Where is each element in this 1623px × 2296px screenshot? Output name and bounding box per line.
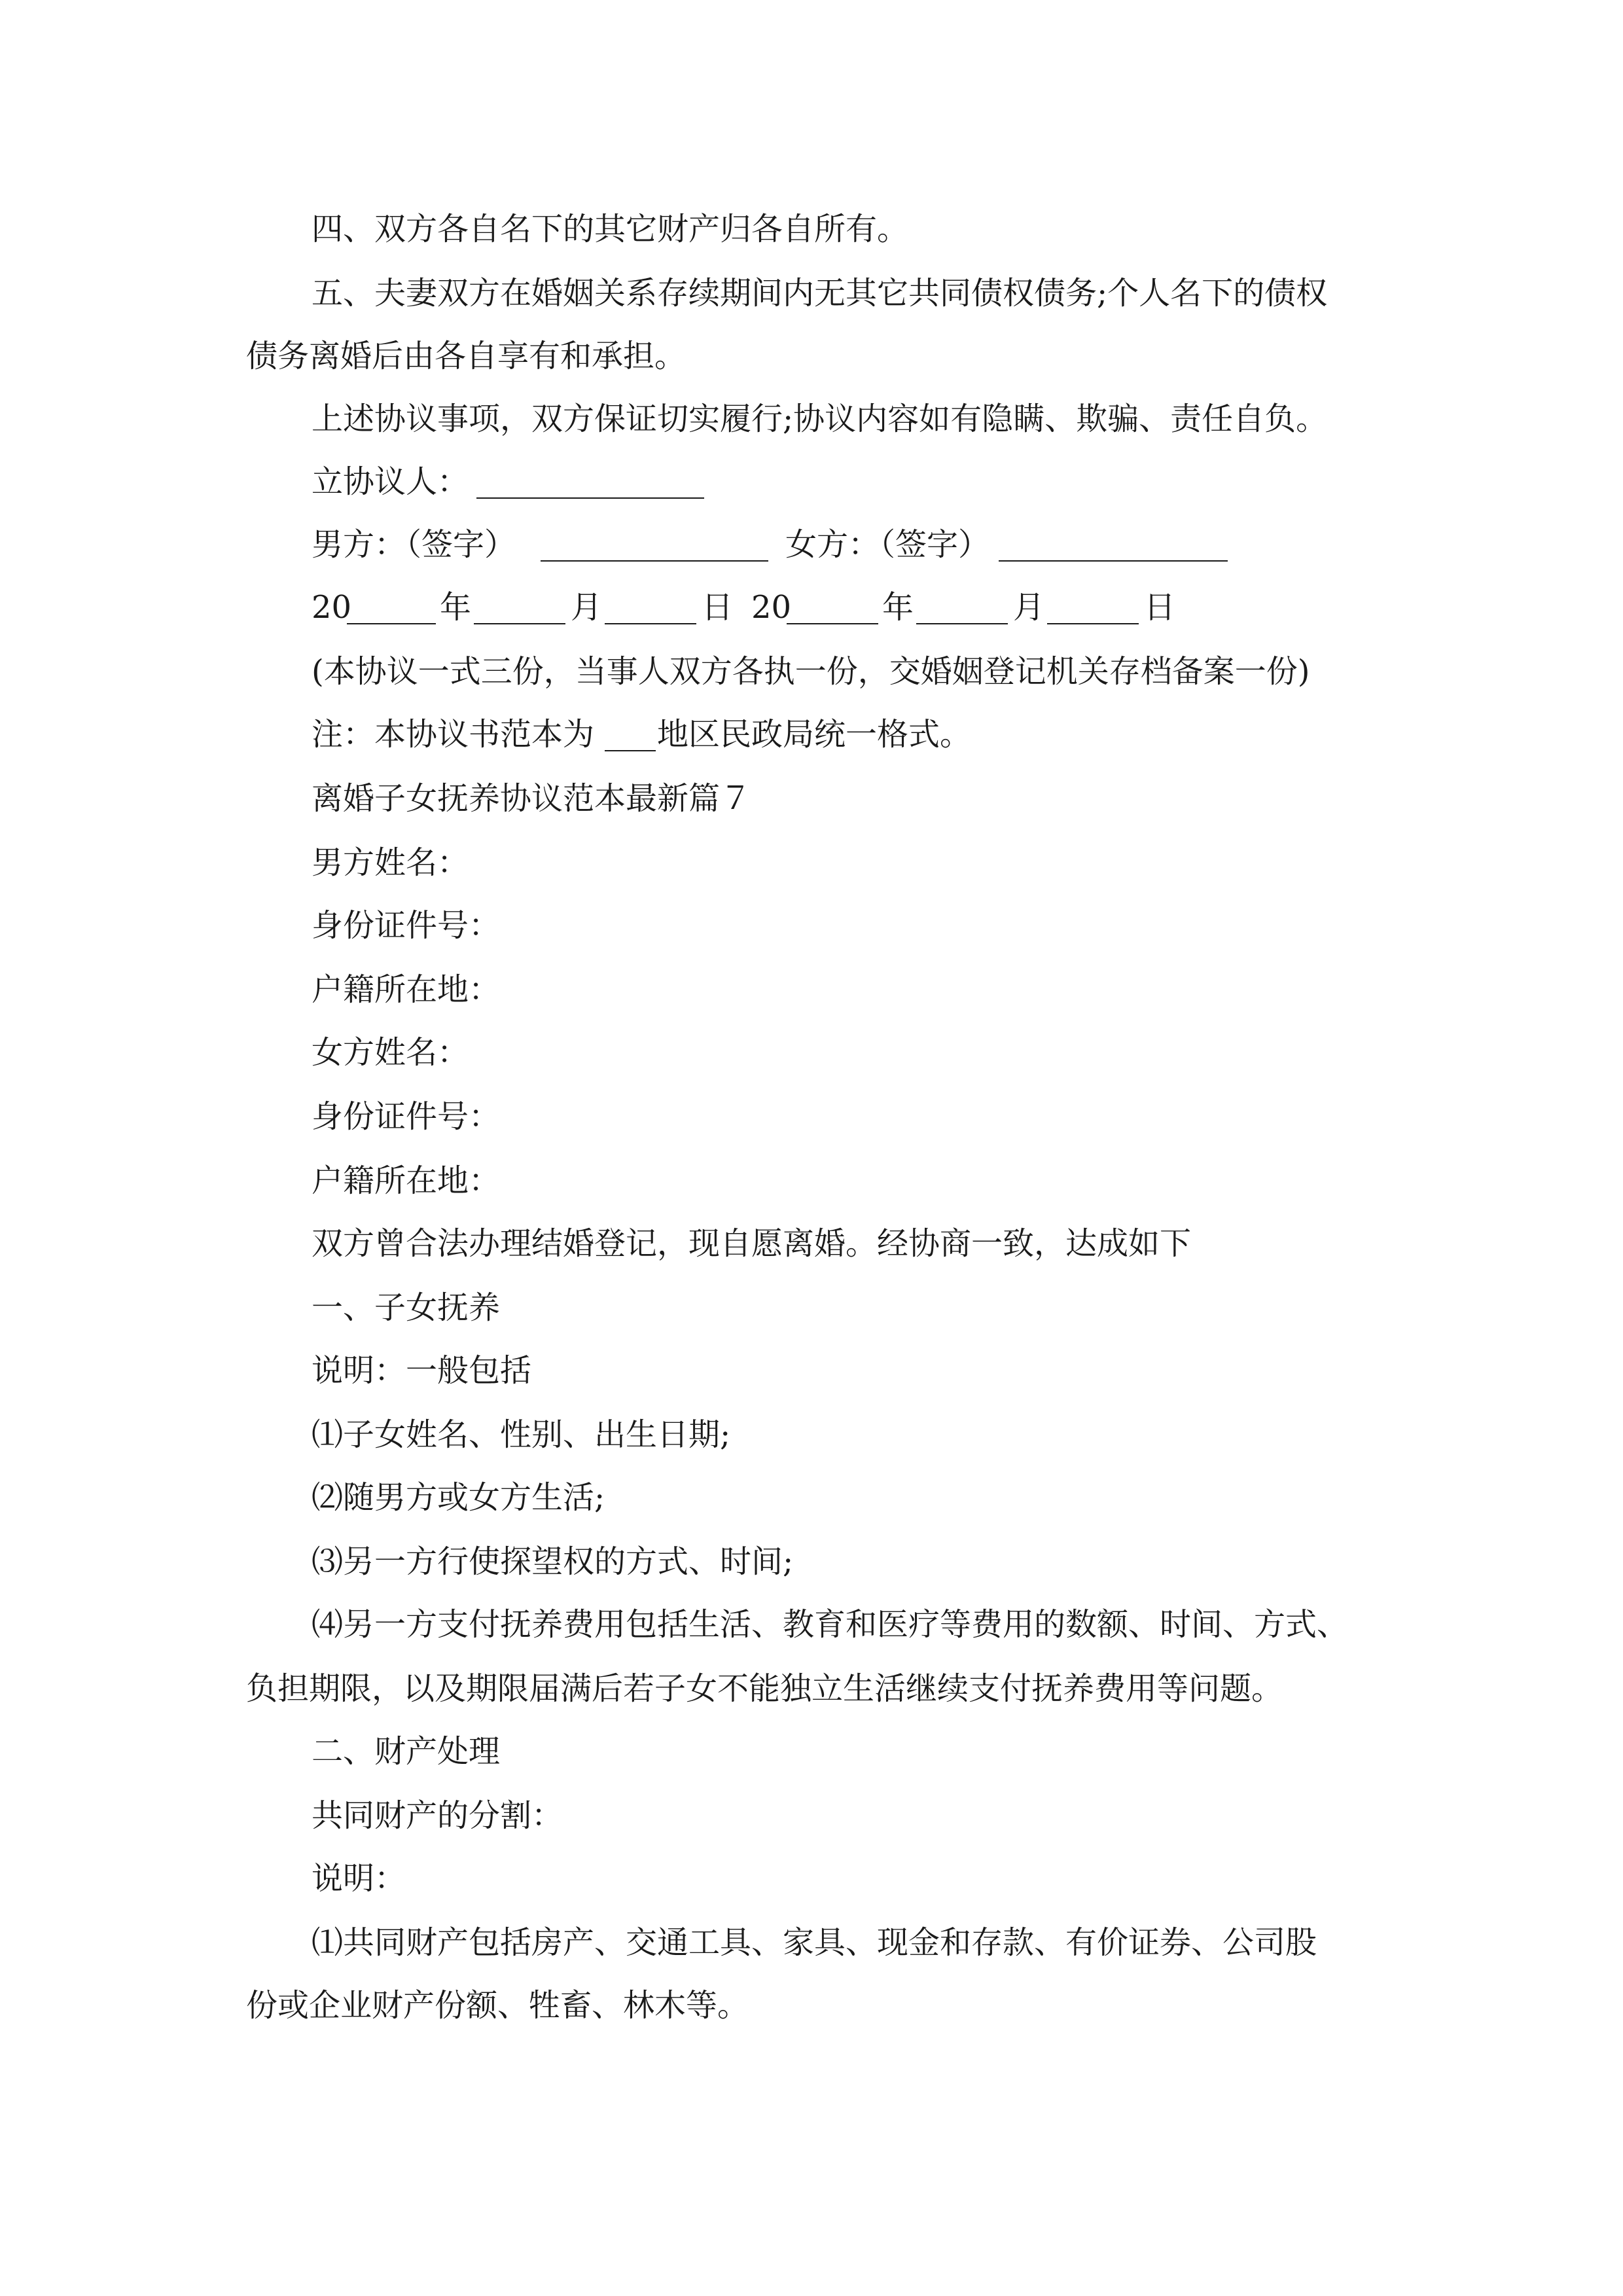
child-item-1: ⑴子女姓名、性别、出生日期;	[312, 1416, 731, 1453]
copies-note: (本协议一式三份，当事人双方各执一份，交婚姻登记机关存档备案一份)	[312, 653, 1310, 690]
signatory-blank	[476, 497, 704, 499]
child-item-4-line-2: 负担期限，以及期限届满后若子女不能独立生活继续支付抚养费用等问题。	[246, 1670, 1283, 1707]
note-suffix: 地区民政局统一格式。	[657, 716, 972, 753]
year-blank-male	[347, 623, 436, 624]
male-sign-blank	[541, 560, 768, 562]
child-item-3: ⑶另一方行使探望权的方式、时间;	[312, 1543, 794, 1580]
date-prefix-male: 20	[312, 589, 352, 626]
child-item-4-line-1: ⑷另一方支付抚养费用包括生活、教育和医疗等费用的数额、时间、方式、	[312, 1606, 1349, 1643]
month-label-female: 月	[1013, 589, 1045, 626]
day-label-female: 日	[1144, 589, 1176, 626]
month-blank-male	[474, 623, 565, 624]
female-sign-blank	[999, 560, 1228, 562]
clause-5-line-1: 五、夫妻双方在婚姻关系存续期间内无其它共同债权债务;个人名下的债权	[312, 275, 1328, 312]
month-blank-female	[916, 623, 1008, 624]
male-hukou-field: 户籍所在地：	[312, 971, 501, 1008]
signatory-label: 立协议人：	[312, 463, 469, 500]
female-name-field: 女方姓名：	[312, 1034, 469, 1071]
child-custody-note: 说明：一般包括	[312, 1352, 532, 1389]
guarantee-statement: 上述协议事项，双方保证切实履行;协议内容如有隐瞒、欺骗、责任自负。	[312, 401, 1328, 437]
property-item-1-line-2: 份或企业财产份额、牲畜、林木等。	[246, 1987, 749, 2024]
day-blank-female	[1047, 623, 1139, 624]
day-blank-male	[605, 623, 696, 624]
child-custody-heading: 一、子女抚养	[312, 1289, 501, 1326]
month-label-male: 月	[571, 589, 603, 626]
section-title: 离婚子女抚养协议范本最新篇７	[312, 780, 752, 817]
female-id-field: 身份证件号：	[312, 1098, 501, 1135]
male-sign-label: 男方：（签字）	[312, 526, 516, 563]
male-name-field: 男方姓名：	[312, 844, 469, 881]
property-split-label: 共同财产的分割：	[312, 1797, 563, 1834]
intro-statement: 双方曾合法办理结婚登记，现自愿离婚。经协商一致，达成如下	[312, 1225, 1192, 1262]
year-blank-female	[787, 623, 878, 624]
note-prefix: 注：本协议书范本为	[312, 716, 595, 753]
clause-4: 四、双方各自名下的其它财产归各自所有。	[312, 211, 909, 247]
year-label-female: 年	[882, 589, 914, 626]
date-prefix-female: 20	[751, 589, 792, 626]
clause-5-line-2: 债务离婚后由各自享有和承担。	[246, 338, 687, 374]
property-item-1-line-1: ⑴共同财产包括房产、交通工具、家具、现金和存款、有价证券、公司股	[312, 1924, 1317, 1961]
region-blank	[605, 750, 656, 751]
child-item-2: ⑵随男方或女方生活;	[312, 1479, 605, 1516]
male-id-field: 身份证件号：	[312, 907, 501, 944]
female-sign-label: 女方：（签字）	[785, 526, 990, 563]
year-label-male: 年	[440, 589, 472, 626]
property-note: 说明：	[312, 1860, 406, 1897]
day-label-male: 日	[702, 589, 734, 626]
female-hukou-field: 户籍所在地：	[312, 1162, 501, 1199]
property-heading: 二、财产处理	[312, 1733, 501, 1770]
